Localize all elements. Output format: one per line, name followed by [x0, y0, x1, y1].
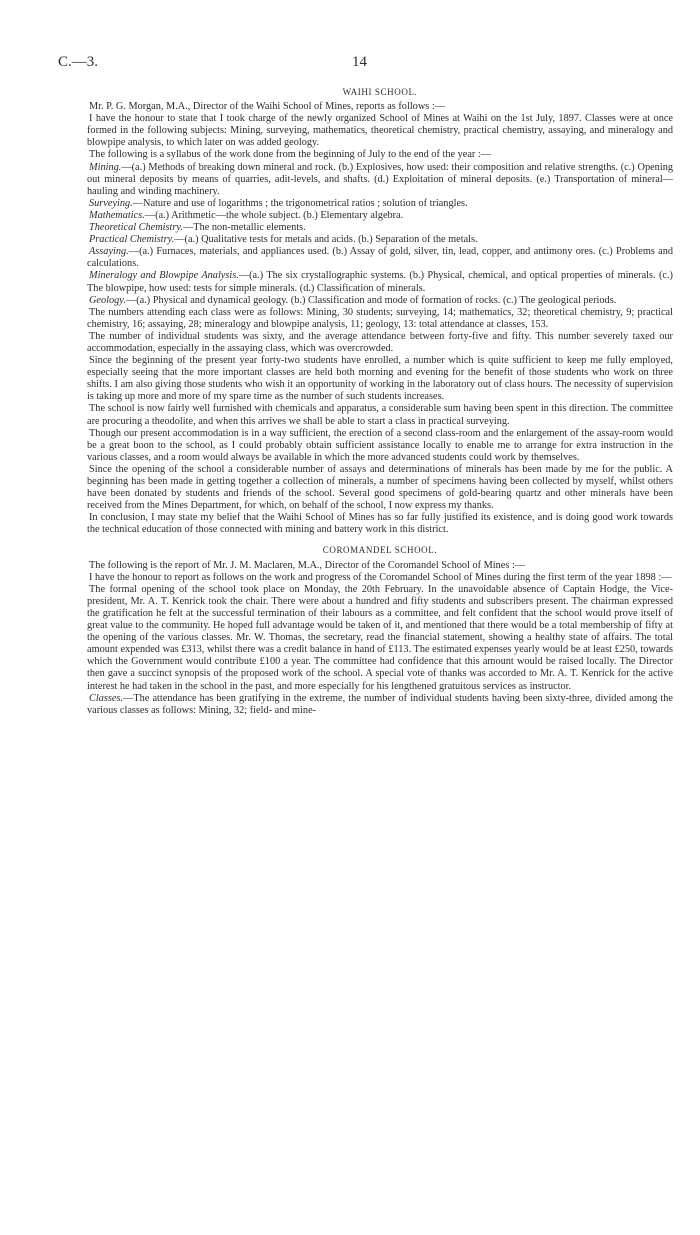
classes-text: —The attendance has been gratifying in the extreme, the number of individual students having been sixty-three, divided among the various classes as follows: Mining, 32; field- and mine-: [87, 692, 673, 716]
classes-label: Classes.: [89, 692, 124, 704]
syllabus-label: Practical Chemistry.: [89, 234, 175, 246]
syllabus-text: —The non-metallic elements.: [183, 222, 306, 234]
syllabus-item-mathematics: [87, 210, 673, 222]
syllabus-label: Geology.: [89, 294, 126, 306]
report-reference: C.—3.: [58, 54, 99, 70]
syllabus-text: —(a.) Physical and dynamical geology. (b.) Classification and mode of formation of rocks. (c.) The geological periods.: [125, 294, 617, 306]
waihi-paragraph: The following is a syllabus of the work done from the beginning of July to the end of the year :—: [89, 149, 492, 161]
waihi-paragraph: The numbers attending each class were as follows: Mining, 30 students; surveying, 14; mathematics, 32; theoretical chemistry, 9; practical chemistry, 16; assaying, 28; mineralogy and blowpipe analysis, 11; geology, 13: total attendance at classes, 153.: [87, 306, 673, 330]
syllabus-label: Mineralogy and Blowpipe Analysis.: [89, 270, 239, 282]
body-column: [87, 86, 673, 717]
syllabus-label: Theoretical Chemistry.: [89, 222, 183, 234]
syllabus-label: Mining.: [89, 161, 122, 173]
syllabus-text: —(a.) Methods of breaking down mineral and rock. (b.) Explosives, how used: their composition and relative strengths. (c.) Opening out mineral deposits by means of quarries, adit-levels, and shafts. (d.) Exploitation of mineral deposits. (e.) Transportation of mineral—hauling and winding machinery.: [87, 161, 673, 197]
coromandel-paragraph: The formal opening of the school took place on Monday, the 20th February. In the unavoidable absence of Captain Hodge, the Vice-president, Mr. A. T. Kenrick took the chair. There were about a hundred and fifty students and subscribers present. The chairman expressed the gratification he felt at the successful termination of their labours as a committee, and felt confident that the school would prove itself of great value to the community. He hoped full advantage would be taken of it, and mentioned that there would be a total membership of fifty at the opening of the various classes. Mr. W. Thomas, the secretary, read the financial statement, showing a healthy state of affairs. The total amount expended was £313, whilst there was a credit balance in hand of £113. The estimated expenses yearly would be at least £250, towards which the Government would contribute £100 a year. The committee had confidence that this amount would be raised locally. The Director then gave a succinct synopsis of the proposed work of the school. A special vote of thanks was accorded to Mr. A. T. Kenrick for the active interest he had taken in the school in the past, and more especially for his lengthened gratuitous services as instructor.: [87, 583, 673, 692]
syllabus-label: Assaying.: [89, 246, 129, 258]
coromandel-paragraph: I have the honour to report as follows on the work and progress of the Coromandel School of Mines during the first term of the year 1898 :—: [89, 571, 672, 583]
syllabus-text: —(a.) The six crystallographic systems. (b.) Physical, chemical, and optical properties of minerals. (c.) The blowpipe, how used: tests for simple minerals. (d.) Classification of minerals.: [87, 270, 673, 294]
section-title-coromandel: COROMANDEL SCHOOL.: [322, 545, 438, 556]
syllabus-label: Surveying.: [89, 197, 133, 209]
syllabus-item-assaying: [87, 246, 673, 270]
syllabus-text: —(a.) Furnaces, materials, and appliances used. (b.) Assay of gold, silver, tin, lead, copper, and antimony ores. (c.) Problems and calculations.: [87, 246, 673, 270]
waihi-paragraph: In conclusion, I may state my belief that the Waihi School of Mines has so far fully justified its existence, and is doing good work towards the technical education of those connected with mining and battery work in this district.: [87, 512, 673, 536]
syllabus-text: —(a.) Qualitative tests for metals and acids. (b.) Separation of the metals.: [174, 234, 478, 246]
waihi-paragraph: Since the beginning of the present year forty-two students have enrolled, a number which is quite sufficient to keep me fully employed, especially seeing that the more important classes are held both morning and evening for the benefit of those students who work on three shifts. I am also giving those students who wish it an opportunity of working in the laboratory out of class hours. The necessity of supervision is taking up more and more of my spare time as the number of such students increases.: [87, 355, 673, 403]
page-number: 14: [352, 54, 367, 70]
syllabus-item-mining: [87, 162, 673, 198]
waihi-intro: Mr. P. G. Morgan, M.A., Director of the Waihi School of Mines, reports as follows :—: [89, 101, 446, 113]
syllabus-item-mineralogy: [87, 270, 673, 294]
syllabus-label: Mathematics.: [89, 209, 145, 221]
waihi-paragraph: The number of individual students was sixty, and the average attendance between forty-five and fifty. This number severely taxed our accommodation, especially in the assaying class, which was overcrowded.: [87, 330, 673, 354]
syllabus-item-surveying: [87, 198, 673, 210]
section-gap: [87, 536, 673, 544]
coromandel-classes: [87, 693, 673, 717]
syllabus-text: —Nature and use of logarithms ; the trigonometrical ratios ; solution of triangles.: [132, 197, 468, 209]
waihi-paragraph: The school is now fairly well furnished with chemicals and apparatus, a considerable sum having been spent in this direction. The committee are procuring a theodolite, and when this arrives we shall be able to start a class in practical surveying.: [87, 403, 673, 427]
syllabus-item-practical-chemistry: [87, 234, 673, 246]
syllabus-item-geology: [87, 295, 673, 307]
coromandel-intro: The following is the report of Mr. J. M. Maclaren, M.A., Director of the Coromandel School of Mines :—: [89, 559, 526, 571]
waihi-paragraph: Since the opening of the school a considerable number of assays and determinations of minerals has been made by me for the public. A beginning has been made in getting together a collection of minerals, a number of specimens having been collected by myself, whilst others have been donated by students and friends of the school. Several good specimens of gold-bearing quartz and other minerals have been received from the Mines Department, for which, on behalf of the school, I now express my thanks.: [87, 463, 673, 512]
waihi-paragraph: Though our present accommodation is in a way sufficient, the erection of a second class-room and the enlargement of the assay-room would be a great boon to the school, as I could probably obtain sufficient assistance locally to enable me to arrange for extra instruction in the various classes, and a room would always be available in which the more advanced students could work by themselves.: [87, 427, 673, 463]
syllabus-item-theoretical-chemistry: [87, 222, 673, 234]
waihi-paragraph: I have the honour to state that I took charge of the newly organized School of Mines at Waihi on the 1st July, 1897. Classes were at once formed in the following subjects: Mining, surveying, mathematics, theoretical chemistry, practical chemistry, assaying, and mineralogy and blowpipe analysis, to which later on was added geology.: [87, 113, 673, 149]
section-title-waihi: WAIHI SCHOOL.: [342, 87, 418, 97]
syllabus-text: —(a.) Arithmetic—the whole subject. (b.) Elementary algebra.: [144, 209, 404, 221]
